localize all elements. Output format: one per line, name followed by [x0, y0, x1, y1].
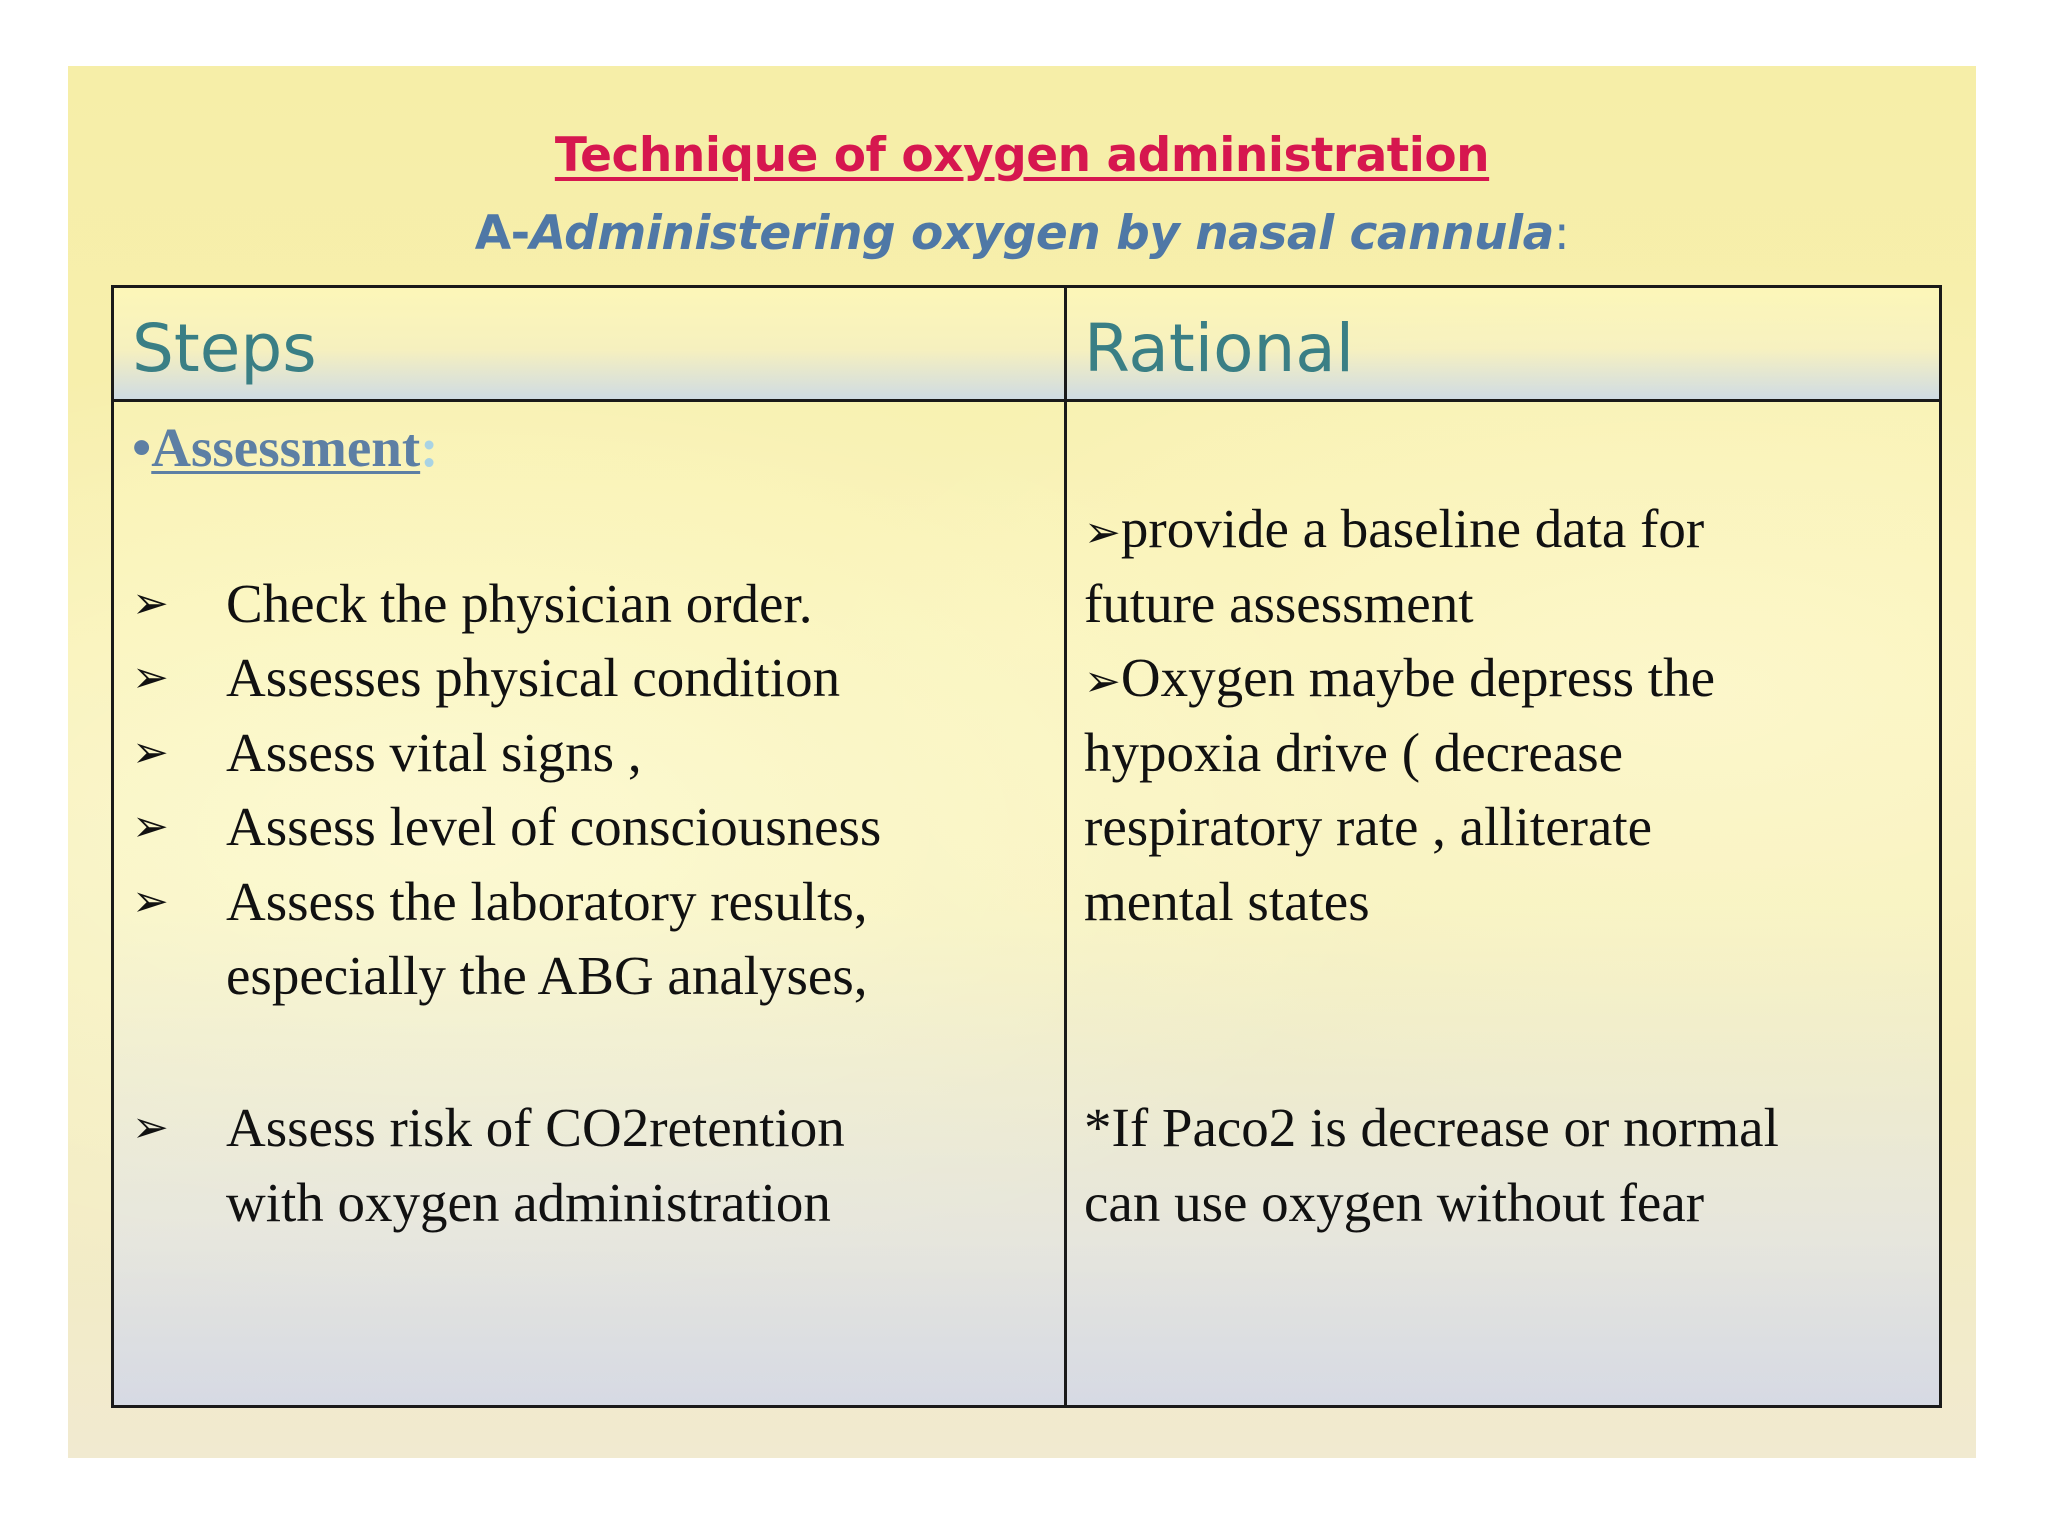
rational-line: hypoxia drive ( decrease [1084, 722, 1624, 783]
header-rational: Rational [1084, 310, 1355, 387]
assessment-bullet: • [132, 417, 152, 478]
step-text: Assess the laboratory results, [226, 871, 868, 932]
arrow-bullet-icon: ➢ [1084, 656, 1121, 707]
arrow-bullet-icon: ➢ [132, 727, 169, 778]
rational-line: respiratory rate , alliterate [1084, 796, 1653, 857]
table-header-row [114, 288, 1939, 402]
rational-line [1084, 492, 1704, 570]
slide [68, 66, 1976, 1458]
rational-text: Oxygen maybe depress the [1120, 647, 1715, 708]
arrow-bullet-icon: ➢ [1084, 507, 1121, 558]
column-divider [1064, 288, 1067, 1405]
steps-rational-table [111, 285, 1942, 1408]
slide-title: Technique of oxygen administration [554, 128, 1490, 183]
rational-line: future assessment [1084, 573, 1474, 634]
subtitle-main: Administering oxygen by nasal cannula [529, 206, 1554, 261]
rational-line: *If Paco2 is decrease or normal [1084, 1097, 1779, 1158]
arrow-bullet-icon: ➢ [132, 801, 169, 852]
subtitle-prefix: A- [474, 206, 530, 261]
header-steps: Steps [132, 310, 317, 387]
step-text: Assesses physical condition [226, 647, 841, 708]
step-text: with oxygen administration [226, 1172, 831, 1233]
rational-line: mental states [1084, 871, 1370, 932]
step-text: Assess level of consciousness [226, 796, 882, 857]
arrow-bullet-icon: ➢ [132, 652, 169, 703]
assessment-heading [132, 416, 438, 479]
step-text: especially the ABG analyses, [226, 945, 868, 1006]
arrow-bullet-icon: ➢ [132, 578, 169, 629]
assessment-label: Assessment [151, 417, 421, 478]
rational-text: provide a baseline data for [1120, 498, 1705, 559]
rational-line: can use oxygen without fear [1084, 1172, 1705, 1233]
arrow-bullet-icon: ➢ [132, 876, 169, 927]
arrow-bullet-icon: ➢ [132, 1102, 169, 1153]
rational-line [1084, 641, 1715, 719]
step-text: Assess risk of CO2retention [226, 1097, 845, 1158]
step-text: Check the physician order. [226, 573, 813, 634]
step-text: Assess vital signs , [226, 722, 642, 783]
subtitle-colon: : [1553, 206, 1570, 261]
assessment-colon: : [420, 417, 439, 478]
slide-subtitle [68, 206, 1976, 261]
